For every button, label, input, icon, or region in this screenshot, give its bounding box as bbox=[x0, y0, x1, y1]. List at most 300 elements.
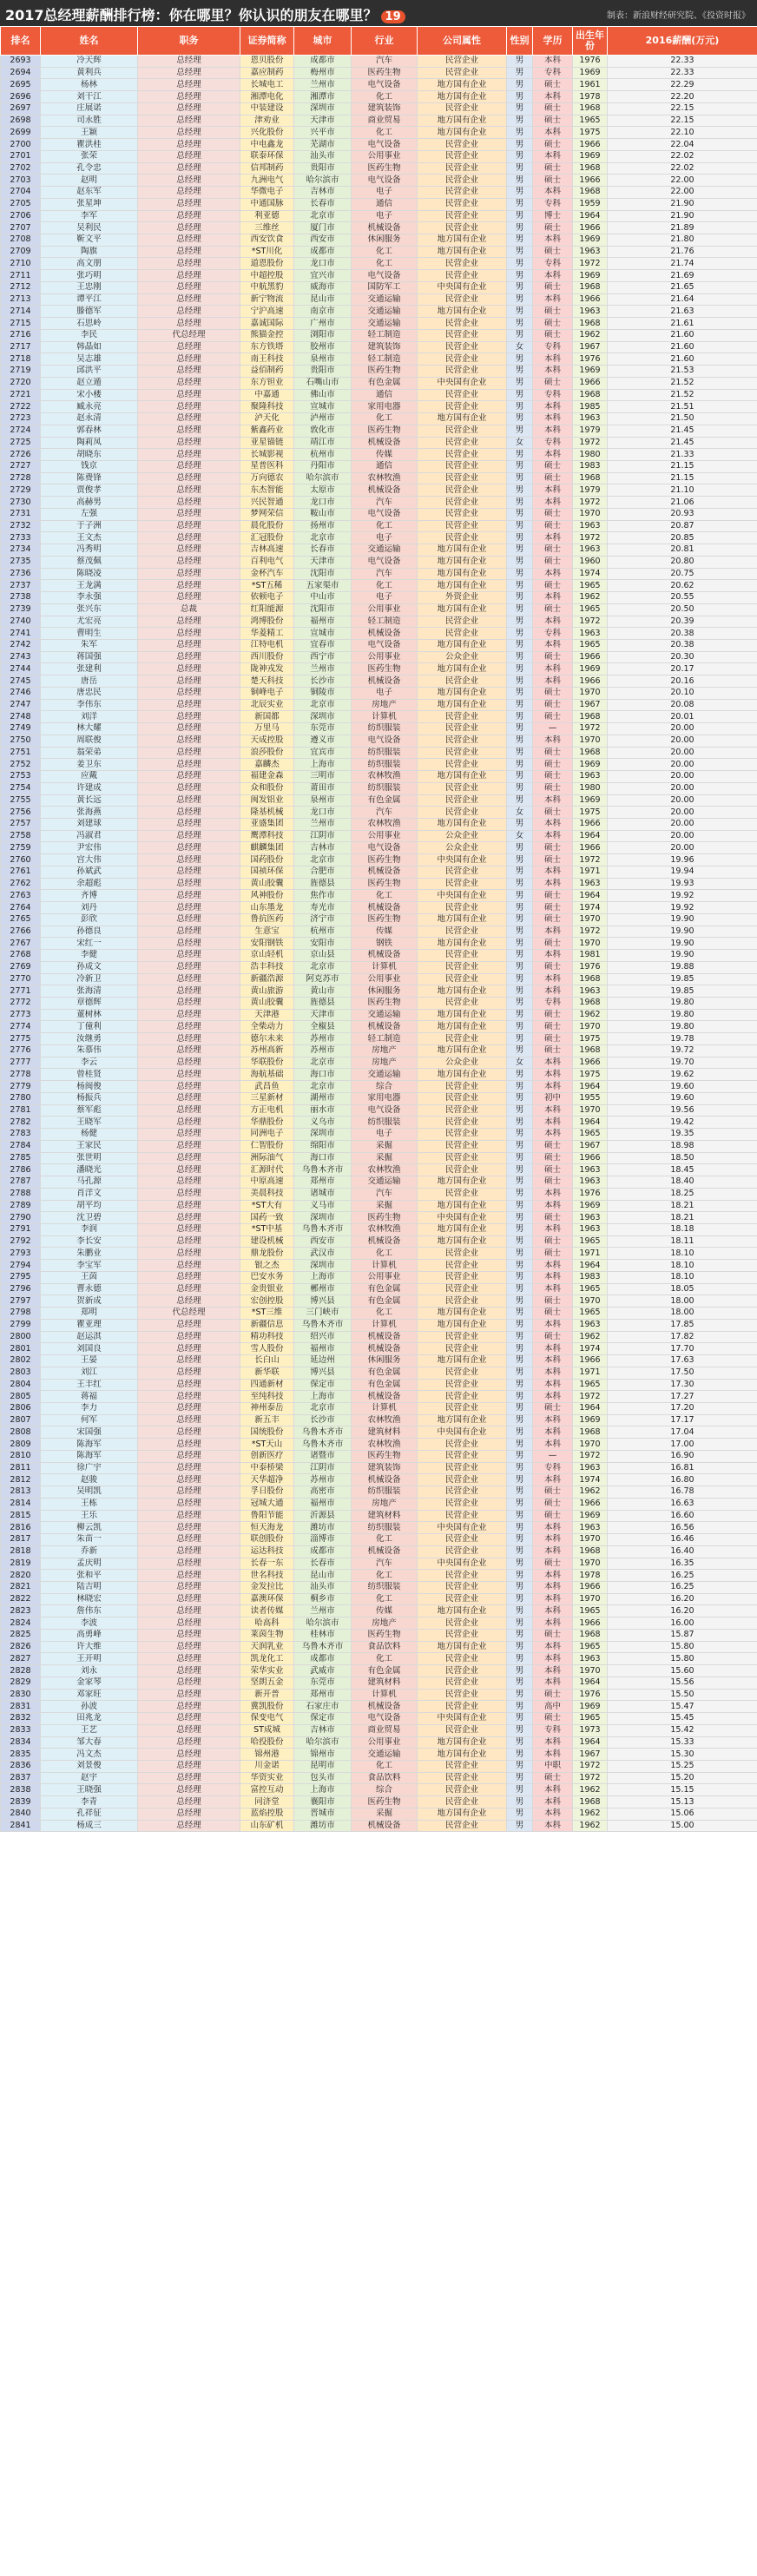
education-cell: 硕士 bbox=[533, 842, 573, 854]
position-cell: 总经理 bbox=[138, 1474, 240, 1486]
industry-cell: 医药生物 bbox=[352, 1629, 418, 1641]
position-cell: 总经理 bbox=[138, 1260, 240, 1272]
rank-cell: 2701 bbox=[1, 150, 41, 162]
gender-cell: 男 bbox=[507, 1295, 533, 1308]
birth-year-cell: 1971 bbox=[573, 866, 608, 878]
industry-cell: 机械设备 bbox=[352, 902, 418, 914]
rank-cell: 2813 bbox=[1, 1486, 41, 1499]
name-cell: 高勇峰 bbox=[41, 1629, 138, 1641]
birth-year-cell: 1963 bbox=[573, 1462, 608, 1474]
education-cell: 本科 bbox=[533, 1367, 573, 1379]
salary-cell: 20.00 bbox=[608, 782, 757, 794]
table-row bbox=[1, 497, 757, 509]
position-cell: 总经理 bbox=[138, 413, 240, 425]
stock-cell: 神州泰岳 bbox=[240, 1402, 294, 1414]
gender-cell: 男 bbox=[507, 580, 533, 592]
industry-cell: 计算机 bbox=[352, 1319, 418, 1331]
stock-cell: 星普医科 bbox=[240, 460, 294, 472]
company-type-cell: 民营企业 bbox=[418, 187, 507, 199]
salary-cell: 21.60 bbox=[608, 341, 757, 353]
education-cell: 本科 bbox=[533, 1784, 573, 1796]
city-cell: 三明市 bbox=[294, 771, 352, 783]
company-type-cell: 民营企业 bbox=[418, 1271, 507, 1283]
stock-cell: 信邦制药 bbox=[240, 162, 294, 175]
company-type-cell: 民营企业 bbox=[418, 1033, 507, 1045]
table-row bbox=[1, 198, 757, 210]
company-type-cell: 地方国有企业 bbox=[418, 663, 507, 675]
position-cell: 总经理 bbox=[138, 1200, 240, 1212]
salary-cell: 19.78 bbox=[608, 1033, 757, 1045]
table-row bbox=[1, 771, 757, 783]
rank-cell: 2747 bbox=[1, 699, 41, 711]
stock-cell: 恩贝股份 bbox=[240, 56, 294, 68]
education-cell: 硕士 bbox=[533, 1009, 573, 1021]
company-type-cell: 民营企业 bbox=[418, 1701, 507, 1713]
salary-cell: 17.85 bbox=[608, 1319, 757, 1331]
stock-cell: 东方钽业 bbox=[240, 377, 294, 389]
name-cell: 赵立遁 bbox=[41, 377, 138, 389]
position-cell: 总经理 bbox=[138, 162, 240, 175]
rank-cell: 2704 bbox=[1, 187, 41, 199]
table-row bbox=[1, 102, 757, 115]
position-cell: 总经理 bbox=[138, 198, 240, 210]
position-cell: 总经理 bbox=[138, 484, 240, 497]
birth-year-cell: 1972 bbox=[573, 854, 608, 866]
table-row bbox=[1, 306, 757, 318]
stock-cell: 莱茵生物 bbox=[240, 1629, 294, 1641]
industry-cell: 机械设备 bbox=[352, 950, 418, 962]
salary-cell: 20.16 bbox=[608, 675, 757, 688]
company-type-cell: 地方国有企业 bbox=[418, 985, 507, 998]
rank-cell: 2751 bbox=[1, 747, 41, 759]
stock-cell: 德尔未来 bbox=[240, 1033, 294, 1045]
company-type-cell: 民营企业 bbox=[418, 222, 507, 234]
birth-year-cell: 1976 bbox=[573, 1188, 608, 1200]
industry-cell: 农林牧渔 bbox=[352, 819, 418, 831]
birth-year-cell: 1970 bbox=[573, 1534, 608, 1546]
table-row bbox=[1, 699, 757, 711]
stock-cell: 荣华实业 bbox=[240, 1665, 294, 1677]
gender-cell: 男 bbox=[507, 1092, 533, 1104]
education-cell: 专科 bbox=[533, 1724, 573, 1736]
issue-badge: 19 bbox=[381, 10, 405, 23]
name-cell: 孙斌武 bbox=[41, 866, 138, 878]
salary-cell: 15.45 bbox=[608, 1713, 757, 1725]
salary-cell: 21.45 bbox=[608, 425, 757, 437]
education-cell: 本科 bbox=[533, 1593, 573, 1605]
position-cell: 总经理 bbox=[138, 222, 240, 234]
stock-cell: 洲际油气 bbox=[240, 1152, 294, 1164]
position-cell: 总经理 bbox=[138, 1391, 240, 1403]
table-row bbox=[1, 1414, 757, 1426]
city-cell: 贵阳市 bbox=[294, 366, 352, 378]
industry-cell: 计算机 bbox=[352, 1402, 418, 1414]
position-cell: 总经理 bbox=[138, 270, 240, 282]
position-cell: 总经理 bbox=[138, 401, 240, 413]
position-cell: 总经理 bbox=[138, 985, 240, 998]
name-cell: 张星坤 bbox=[41, 198, 138, 210]
stock-cell: 黄山胶囊 bbox=[240, 878, 294, 890]
company-type-cell: 民营企业 bbox=[418, 139, 507, 151]
rank-cell: 2833 bbox=[1, 1724, 41, 1736]
rank-cell: 2758 bbox=[1, 830, 41, 842]
city-cell: 昆山市 bbox=[294, 293, 352, 306]
birth-year-cell: 1968 bbox=[573, 162, 608, 175]
gender-cell: 男 bbox=[507, 1593, 533, 1605]
industry-cell: 汽车 bbox=[352, 497, 418, 509]
table-row bbox=[1, 1212, 757, 1224]
stock-cell: 同洲电子 bbox=[240, 1129, 294, 1141]
table-row bbox=[1, 1164, 757, 1176]
salary-cell: 20.00 bbox=[608, 842, 757, 854]
name-cell: 李波 bbox=[41, 1617, 138, 1630]
city-cell: 兰州市 bbox=[294, 663, 352, 675]
name-cell: 蔡茂佩 bbox=[41, 556, 138, 568]
education-cell: 硕士 bbox=[533, 890, 573, 902]
stock-cell: 华资实业 bbox=[240, 1772, 294, 1784]
salary-cell: 15.50 bbox=[608, 1689, 757, 1701]
city-cell: 石家庄市 bbox=[294, 1701, 352, 1713]
stock-cell: *ST三维 bbox=[240, 1308, 294, 1320]
company-type-cell: 地方国有企业 bbox=[418, 1319, 507, 1331]
city-cell: 上海市 bbox=[294, 759, 352, 771]
gender-cell: 男 bbox=[507, 91, 533, 103]
city-cell: 全椒县 bbox=[294, 1021, 352, 1033]
position-cell: 总经理 bbox=[138, 628, 240, 640]
company-type-cell: 民营企业 bbox=[418, 1498, 507, 1510]
table-row bbox=[1, 1582, 757, 1594]
stock-cell: 新疆浩源 bbox=[240, 973, 294, 985]
gender-cell: 男 bbox=[507, 1570, 533, 1582]
name-cell: 王艺 bbox=[41, 1724, 138, 1736]
salary-cell: 18.00 bbox=[608, 1308, 757, 1320]
position-cell: 总经理 bbox=[138, 1772, 240, 1784]
birth-year-cell: 1969 bbox=[573, 794, 608, 807]
company-type-cell: 民营企业 bbox=[418, 1534, 507, 1546]
name-cell: 朱军 bbox=[41, 639, 138, 651]
rank-cell: 2805 bbox=[1, 1391, 41, 1403]
education-cell: 本科 bbox=[533, 1820, 573, 1832]
salary-cell: 20.93 bbox=[608, 508, 757, 520]
company-type-cell: 民营企业 bbox=[418, 1545, 507, 1558]
city-cell: 浏阳市 bbox=[294, 329, 352, 341]
industry-cell: 化工 bbox=[352, 580, 418, 592]
stock-cell: 浩丰科技 bbox=[240, 961, 294, 973]
gender-cell: 男 bbox=[507, 389, 533, 401]
city-cell: 北京市 bbox=[294, 854, 352, 866]
position-cell: 总经理 bbox=[138, 353, 240, 366]
stock-cell: 金杯汽车 bbox=[240, 568, 294, 580]
education-cell: 硕士 bbox=[533, 759, 573, 771]
name-cell: 瞿洪桂 bbox=[41, 139, 138, 151]
rank-cell: 2740 bbox=[1, 616, 41, 628]
rank-cell: 2750 bbox=[1, 735, 41, 747]
name-cell: 王茵 bbox=[41, 1271, 138, 1283]
city-cell: 胶州市 bbox=[294, 341, 352, 353]
rank-cell: 2774 bbox=[1, 1021, 41, 1033]
company-type-cell: 民营企业 bbox=[418, 175, 507, 187]
industry-cell: 机械设备 bbox=[352, 1545, 418, 1558]
name-cell: 钱京 bbox=[41, 460, 138, 472]
birth-year-cell: 1968 bbox=[573, 1044, 608, 1057]
salary-cell: 21.63 bbox=[608, 306, 757, 318]
city-cell: 武威市 bbox=[294, 1665, 352, 1677]
gender-cell: 男 bbox=[507, 318, 533, 330]
name-cell: 陈晓凌 bbox=[41, 568, 138, 580]
education-cell: 本科 bbox=[533, 353, 573, 366]
city-cell: 扬州市 bbox=[294, 520, 352, 532]
name-cell: 吴利民 bbox=[41, 222, 138, 234]
city-cell: 福州市 bbox=[294, 1498, 352, 1510]
city-cell: 哈尔滨市 bbox=[294, 472, 352, 484]
birth-year-cell: 1970 bbox=[573, 913, 608, 926]
stock-cell: 中通国脉 bbox=[240, 198, 294, 210]
company-type-cell: 民营企业 bbox=[418, 794, 507, 807]
gender-cell: 男 bbox=[507, 675, 533, 688]
birth-year-cell: 1964 bbox=[573, 890, 608, 902]
table-row bbox=[1, 425, 757, 437]
city-cell: 深圳市 bbox=[294, 1129, 352, 1141]
table-row bbox=[1, 568, 757, 580]
table-row bbox=[1, 1724, 757, 1736]
name-cell: 贺新成 bbox=[41, 1295, 138, 1308]
name-cell: 詹伟东 bbox=[41, 1605, 138, 1617]
city-cell: 吉林市 bbox=[294, 1724, 352, 1736]
birth-year-cell: 1981 bbox=[573, 950, 608, 962]
company-type-cell: 民营企业 bbox=[418, 270, 507, 282]
gender-cell: 男 bbox=[507, 1772, 533, 1784]
company-type-cell: 地方国有企业 bbox=[418, 246, 507, 258]
birth-year-cell: 1966 bbox=[573, 377, 608, 389]
table-row bbox=[1, 1117, 757, 1129]
city-cell: 鞍山市 bbox=[294, 508, 352, 520]
position-cell: 总经理 bbox=[138, 890, 240, 902]
rank-cell: 2749 bbox=[1, 723, 41, 735]
education-cell: 硕士 bbox=[533, 807, 573, 819]
gender-cell: 男 bbox=[507, 1009, 533, 1021]
stock-cell: 亚盛集团 bbox=[240, 819, 294, 831]
stock-cell: 南王科技 bbox=[240, 353, 294, 366]
rank-cell: 2838 bbox=[1, 1784, 41, 1796]
salary-cell: 21.90 bbox=[608, 198, 757, 210]
stock-cell: 聚隆科技 bbox=[240, 401, 294, 413]
table-row bbox=[1, 437, 757, 449]
company-type-cell: 民营企业 bbox=[418, 1081, 507, 1093]
city-cell: 江阴市 bbox=[294, 1462, 352, 1474]
birth-year-cell: 1966 bbox=[573, 651, 608, 663]
industry-cell: 休闲服务 bbox=[352, 985, 418, 998]
rank-cell: 2754 bbox=[1, 782, 41, 794]
industry-cell: 建筑材料 bbox=[352, 1510, 418, 1522]
education-cell: 硕士 bbox=[533, 1295, 573, 1308]
industry-cell: 采掘 bbox=[352, 1200, 418, 1212]
industry-cell: 有色金属 bbox=[352, 1295, 418, 1308]
table-row bbox=[1, 1713, 757, 1725]
table-row bbox=[1, 1295, 757, 1308]
salary-cell: 19.94 bbox=[608, 866, 757, 878]
position-cell: 总经理 bbox=[138, 1367, 240, 1379]
position-cell: 总经理 bbox=[138, 961, 240, 973]
city-cell: 宜春市 bbox=[294, 639, 352, 651]
header-position: 职务 bbox=[138, 27, 240, 56]
salary-cell: 20.75 bbox=[608, 568, 757, 580]
table-row bbox=[1, 1200, 757, 1212]
position-cell: 总经理 bbox=[138, 234, 240, 247]
company-type-cell: 民营企业 bbox=[418, 210, 507, 222]
education-cell: 硕士 bbox=[533, 711, 573, 723]
birth-year-cell: 1969 bbox=[573, 150, 608, 162]
position-cell: 总经理 bbox=[138, 1379, 240, 1391]
stock-cell: 中嘉通 bbox=[240, 389, 294, 401]
position-cell: 总经理 bbox=[138, 91, 240, 103]
stock-cell: 道恩股份 bbox=[240, 258, 294, 270]
position-cell: 代总经理 bbox=[138, 329, 240, 341]
education-cell: 硕士 bbox=[533, 1629, 573, 1641]
name-cell: 刘永 bbox=[41, 1665, 138, 1677]
rank-cell: 2755 bbox=[1, 794, 41, 807]
position-cell: 总经理 bbox=[138, 449, 240, 461]
table-row bbox=[1, 1653, 757, 1665]
education-cell: 本科 bbox=[533, 1188, 573, 1200]
name-cell: 李力 bbox=[41, 1402, 138, 1414]
gender-cell: 男 bbox=[507, 544, 533, 557]
name-cell: 曹永德 bbox=[41, 1283, 138, 1295]
stock-cell: 湘潭电化 bbox=[240, 91, 294, 103]
rank-cell: 2742 bbox=[1, 639, 41, 651]
company-type-cell: 公众企业 bbox=[418, 1057, 507, 1069]
industry-cell: 有色金属 bbox=[352, 1283, 418, 1295]
city-cell: 保定市 bbox=[294, 1713, 352, 1725]
table-row bbox=[1, 413, 757, 425]
gender-cell: 男 bbox=[507, 329, 533, 341]
stock-cell: 海航基础 bbox=[240, 1069, 294, 1081]
industry-cell: 医药生物 bbox=[352, 425, 418, 437]
company-type-cell: 民营企业 bbox=[418, 807, 507, 819]
gender-cell: 男 bbox=[507, 878, 533, 890]
stock-cell: 联创股份 bbox=[240, 1534, 294, 1546]
salary-cell: 16.20 bbox=[608, 1593, 757, 1605]
rank-cell: 2745 bbox=[1, 675, 41, 688]
salary-cell: 19.80 bbox=[608, 1009, 757, 1021]
position-cell: 总经理 bbox=[138, 210, 240, 222]
industry-cell: 化工 bbox=[352, 890, 418, 902]
company-type-cell: 民营企业 bbox=[418, 723, 507, 735]
education-cell: 硕士 bbox=[533, 699, 573, 711]
industry-cell: 钢铁 bbox=[352, 938, 418, 950]
education-cell: 博士 bbox=[533, 210, 573, 222]
education-cell: 硕士 bbox=[533, 771, 573, 783]
rank-cell: 2819 bbox=[1, 1558, 41, 1570]
table-row bbox=[1, 246, 757, 258]
stock-cell: 新宁物流 bbox=[240, 293, 294, 306]
birth-year-cell: 1970 bbox=[573, 1021, 608, 1033]
city-cell: 乌鲁木齐市 bbox=[294, 1164, 352, 1176]
stock-cell: 汇冠股份 bbox=[240, 532, 294, 544]
position-cell: 总经理 bbox=[138, 508, 240, 520]
salary-cell: 21.53 bbox=[608, 366, 757, 378]
stock-cell: *ST天山 bbox=[240, 1439, 294, 1451]
birth-year-cell: 1959 bbox=[573, 198, 608, 210]
gender-cell: 男 bbox=[507, 1223, 533, 1235]
company-type-cell: 民营企业 bbox=[418, 902, 507, 914]
education-cell: 硕士 bbox=[533, 162, 573, 175]
salary-cell: 20.80 bbox=[608, 556, 757, 568]
company-type-cell: 公众企业 bbox=[418, 830, 507, 842]
gender-cell: 男 bbox=[507, 603, 533, 616]
industry-cell: 化工 bbox=[352, 246, 418, 258]
position-cell: 总经理 bbox=[138, 1796, 240, 1808]
city-cell: 义马市 bbox=[294, 1200, 352, 1212]
table-row bbox=[1, 723, 757, 735]
rank-cell: 2801 bbox=[1, 1343, 41, 1355]
salary-cell: 19.70 bbox=[608, 1057, 757, 1069]
company-type-cell: 民营企业 bbox=[418, 782, 507, 794]
rank-cell: 2731 bbox=[1, 508, 41, 520]
salary-cell: 16.63 bbox=[608, 1498, 757, 1510]
birth-year-cell: 1976 bbox=[573, 353, 608, 366]
salary-cell: 20.00 bbox=[608, 830, 757, 842]
rank-cell: 2734 bbox=[1, 544, 41, 557]
education-cell: 硕士 bbox=[533, 79, 573, 91]
city-cell: 长沙市 bbox=[294, 1414, 352, 1426]
gender-cell: 男 bbox=[507, 175, 533, 187]
company-type-cell: 地方国有企业 bbox=[418, 1808, 507, 1820]
rank-cell: 2756 bbox=[1, 807, 41, 819]
birth-year-cell: 1966 bbox=[573, 175, 608, 187]
salary-cell: 21.52 bbox=[608, 389, 757, 401]
industry-cell: 交通运输 bbox=[352, 293, 418, 306]
position-cell: 总经理 bbox=[138, 651, 240, 663]
stock-cell: 蓝焰控股 bbox=[240, 1808, 294, 1820]
birth-year-cell: 1969 bbox=[573, 1701, 608, 1713]
industry-cell: 电子 bbox=[352, 210, 418, 222]
table-row bbox=[1, 1605, 757, 1617]
salary-cell: 22.33 bbox=[608, 67, 757, 79]
salary-cell: 16.78 bbox=[608, 1486, 757, 1499]
gender-cell: 男 bbox=[507, 1582, 533, 1594]
city-cell: 宜兴市 bbox=[294, 270, 352, 282]
table-row bbox=[1, 1223, 757, 1235]
industry-cell: 有色金属 bbox=[352, 1367, 418, 1379]
rank-cell: 2707 bbox=[1, 222, 41, 234]
stock-cell: 嘉麟杰 bbox=[240, 759, 294, 771]
position-cell: 总经理 bbox=[138, 1355, 240, 1367]
name-cell: 谭平江 bbox=[41, 293, 138, 306]
education-cell: 硕士 bbox=[533, 329, 573, 341]
birth-year-cell: 1964 bbox=[573, 1736, 608, 1749]
salary-cell: 21.60 bbox=[608, 329, 757, 341]
education-cell: 专科 bbox=[533, 258, 573, 270]
name-cell: 王晏 bbox=[41, 1355, 138, 1367]
name-cell: 齐博 bbox=[41, 890, 138, 902]
education-cell: 专科 bbox=[533, 198, 573, 210]
education-cell: 本科 bbox=[533, 639, 573, 651]
industry-cell: 机械设备 bbox=[352, 1235, 418, 1248]
industry-cell: 汽车 bbox=[352, 807, 418, 819]
city-cell: 丽水市 bbox=[294, 1104, 352, 1117]
position-cell: 总经理 bbox=[138, 830, 240, 842]
city-cell: 长春市 bbox=[294, 198, 352, 210]
city-cell: 杭州市 bbox=[294, 449, 352, 461]
salary-cell: 20.38 bbox=[608, 639, 757, 651]
name-cell: 蒋福 bbox=[41, 1391, 138, 1403]
industry-cell: 医药生物 bbox=[352, 1796, 418, 1808]
company-type-cell: 民营企业 bbox=[418, 1402, 507, 1414]
industry-cell: 纺织服装 bbox=[352, 1117, 418, 1129]
birth-year-cell: 1972 bbox=[573, 1772, 608, 1784]
company-type-cell: 中央国有企业 bbox=[418, 281, 507, 293]
company-type-cell: 地方国有企业 bbox=[418, 544, 507, 557]
